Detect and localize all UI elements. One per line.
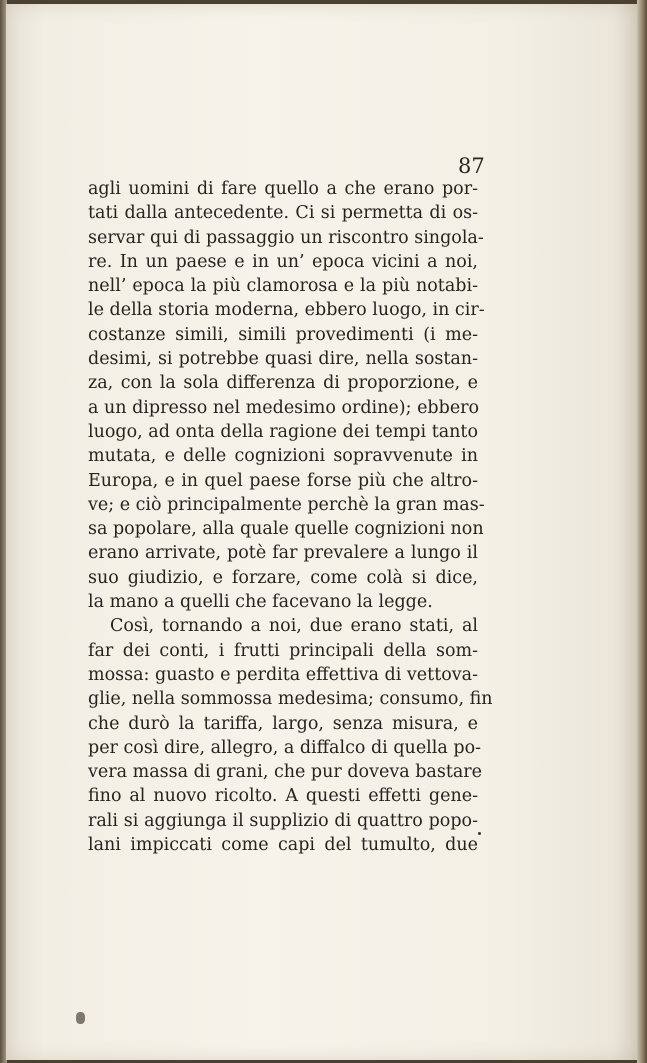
text-line: ve; e ciò principalmente perchè la gran mas-: [88, 494, 485, 515]
text-line: tati dalla antecedente. Ci si permetta di os-: [88, 203, 478, 224]
text-line: desimi, si potrebbe quasi dire, nella sostan-: [88, 349, 478, 370]
text-line: servar qui di passaggio un riscontro singola-: [88, 227, 484, 248]
text-line: fino al nuovo ricolto. A questi effetti gene-: [88, 786, 478, 807]
body-text: [88, 177, 493, 857]
text-line: agli uomini di fare quello a che erano por-: [88, 179, 478, 199]
text-line: Europa, e in quel paese forse più che altro-: [88, 470, 478, 491]
text-line: costanze simili, simili provedimenti (i me-: [88, 324, 478, 345]
page-number: 87: [458, 154, 485, 178]
text-line: re. In un paese e in un’ epoca vicini a noi,: [88, 251, 478, 272]
ink-dot: [478, 832, 481, 835]
text-line: le della storia moderna, ebbero luogo, in cir-: [88, 300, 485, 321]
text-line: la mano a quelli che facevano la legge.: [88, 592, 433, 613]
ink-stain: [76, 1012, 85, 1024]
text-line: za, con la sola differenza di proporzione, e: [88, 373, 478, 394]
text-line: luogo, ad onta della ragione dei tempi tanto: [88, 421, 478, 442]
text-line: erano arrivate, potè far prevalere a lungo il: [88, 543, 478, 564]
text-line: rali si aggiunga il supplizio di quattro popo-: [88, 810, 478, 831]
text-line: nell’ epoca la più clamorosa e la più notabi-: [88, 276, 478, 297]
text-line: lani impiccati come capi del tumulto, due: [88, 835, 478, 856]
text-line: mossa: guasto e perdita effettiva di vettova-: [88, 664, 478, 685]
page-edges: [637, 0, 647, 1063]
text-line: far dei conti, i frutti principali della som-: [88, 640, 478, 661]
text-line: per così dire, allegro, a diffalco di quella po-: [88, 737, 482, 758]
text-line: glie, nella sommossa medesima; consumo, fin: [88, 689, 493, 710]
book-page: [6, 4, 638, 1060]
text-line: sa popolare, alla quale quelle cognizioni non: [88, 519, 484, 540]
text-line: suo giudizio, e forzare, come colà si dice,: [88, 567, 478, 588]
text-line: che durò la tariffa, largo, senza misura, e: [88, 713, 478, 734]
text-line: a un dipresso nel medesimo ordine); ebbero: [88, 397, 480, 418]
text-line: mutata, e delle cognizioni sopravvenute in: [88, 446, 478, 467]
text-line: vera massa di grani, che pur doveva bastare: [88, 762, 483, 783]
text-line: Così, tornando a noi, due erano stati, al: [110, 616, 478, 637]
